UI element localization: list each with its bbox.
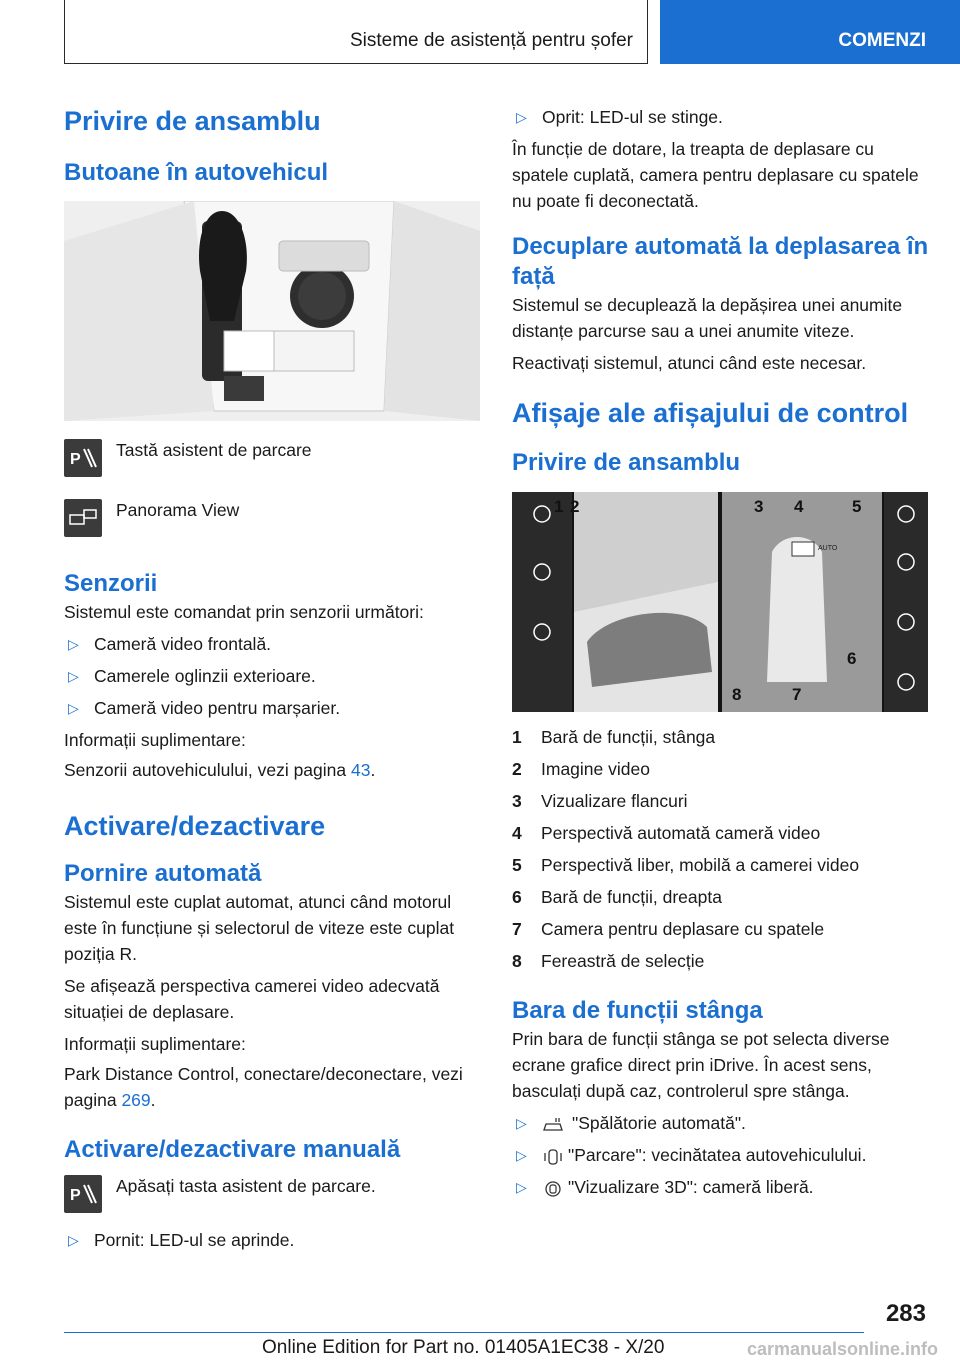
auto-badge: AUTO bbox=[818, 545, 838, 552]
list-item: ▷ "Parcare": vecinătatea autovehiculului. bbox=[516, 1145, 867, 1165]
panorama-view-icon bbox=[64, 499, 102, 537]
svg-text:P: P bbox=[70, 451, 81, 468]
auto-start-text: Sistemul este cuplat automat, atunci când motorul este în funcțiune și selectorul de viteze este cuplat poziția R. bbox=[64, 892, 455, 964]
sensors-reference: Senzorii autovehiculului, vezi pagina 43. bbox=[64, 760, 376, 780]
console-photo bbox=[64, 201, 480, 421]
callout-3: 3 bbox=[754, 497, 764, 516]
list-item: ▷ Oprit: LED-ul se stinge. bbox=[516, 107, 723, 127]
callout-2: 2 bbox=[570, 497, 580, 516]
reverse-text: În funcție de dotare, la treapta de deplasare cu spatele cuplată, camera pentru deplasare cu spatele nu poate fi deconectată. bbox=[512, 139, 919, 211]
page-link[interactable]: 269 bbox=[121, 1090, 151, 1110]
icon-item bbox=[64, 1175, 482, 1219]
heading-left-bar: Bara de funcții stânga bbox=[512, 997, 763, 1024]
legend-row: 5 Perspectivă liber, mobilă a camerei video bbox=[512, 855, 860, 875]
figure-legend bbox=[512, 724, 930, 980]
legend-row: 1 Bară de funcții, stânga bbox=[512, 727, 716, 747]
list-item: ▷ Pornit: LED-ul se aprinde. bbox=[68, 1230, 295, 1250]
chapter-tab-label: COMENZI bbox=[838, 30, 926, 51]
svg-text:P: P bbox=[70, 1187, 81, 1204]
heading-activation: Activare/dezactivare bbox=[64, 811, 326, 841]
list-item: ▷ Cameră video pentru marșarier. bbox=[68, 698, 341, 718]
list-item: ▷ "Vizualizare 3D": cameră liberă. bbox=[516, 1177, 814, 1197]
control-display-figure bbox=[512, 492, 928, 712]
more-info-label: Informații suplimentare: bbox=[64, 1034, 246, 1054]
reactivate-text: Reactivați sistemul, atunci când este necesar. bbox=[512, 353, 867, 373]
pdc-reference: Park Distance Control, conectare/deconectare, vezi pagina 269. bbox=[64, 1064, 463, 1110]
heading-auto-decouple: Decuplare automată la deplasarea în față bbox=[512, 233, 929, 290]
more-info-label: Informații suplimentare: bbox=[64, 730, 246, 750]
heading-sensors: Senzorii bbox=[64, 570, 158, 597]
chapter-tab[interactable] bbox=[660, 0, 960, 64]
legend-row: 8 Fereastră de selecție bbox=[512, 951, 705, 971]
page-link[interactable]: 43 bbox=[351, 760, 371, 780]
callout-1: 1 bbox=[554, 497, 564, 516]
icon-item-label: Tastă asistent de parcare bbox=[116, 440, 312, 460]
legend-row: 2 Imagine video bbox=[512, 759, 650, 779]
heading-overview: Privire de ansamblu bbox=[64, 106, 321, 136]
heading-manual: Activare/dezactivare manuală bbox=[64, 1136, 401, 1163]
callout-4: 4 bbox=[794, 497, 804, 516]
left-bar-text: Prin bara de funcții stânga se pot selecta diverse ecrane grafice direct prin iDrive. În acest sens, basculați după caz, controlerul spre stânga. bbox=[512, 1029, 890, 1101]
watermark: carmanualsonline.info bbox=[746, 1339, 938, 1359]
left-column bbox=[64, 104, 482, 1253]
sensors-intro: Sistemul este comandat prin senzorii următori: bbox=[64, 602, 424, 622]
heading-auto-start: Pornire automată bbox=[64, 860, 262, 887]
callout-8: 8 bbox=[732, 685, 742, 704]
page-number: 283 bbox=[885, 1300, 926, 1327]
auto-start-text-2: Se afișează perspectiva camerei video adecvată situației de deplasare. bbox=[64, 976, 440, 1022]
car-wash-icon bbox=[542, 1115, 564, 1133]
header-section-box bbox=[64, 0, 648, 64]
legend-row: 6 Bară de funcții, dreapta bbox=[512, 887, 722, 907]
view-3d-icon bbox=[542, 1179, 564, 1197]
footer-divider bbox=[64, 1332, 864, 1333]
list-item: ▷ "Spălătorie automată". bbox=[516, 1113, 746, 1133]
parking-assistant-icon bbox=[64, 439, 102, 477]
heading-buttons: Butoane în autovehicul bbox=[64, 159, 329, 186]
decouple-text: Sistemul se decuplează la depășirea unei anumite distanțe parcurse sau a unei anumite viteze. bbox=[512, 295, 903, 341]
icon-item-label: Panorama View bbox=[116, 500, 240, 520]
parking-icon bbox=[542, 1147, 564, 1165]
callout-7: 7 bbox=[792, 685, 802, 704]
section-title: Sisteme de asistență pentru șofer bbox=[349, 30, 633, 51]
legend-row: 3 Vizualizare flancuri bbox=[512, 791, 688, 811]
parking-assistant-icon bbox=[64, 1175, 102, 1213]
legend-row: 4 Perspectivă automată cameră video bbox=[512, 823, 821, 843]
list-item: ▷ Camerele oglinzii exterioare. bbox=[68, 666, 316, 686]
callout-6: 6 bbox=[847, 649, 857, 668]
heading-overview: Privire de ansamblu bbox=[512, 449, 741, 476]
list-item: ▷ Cameră video frontală. bbox=[68, 634, 272, 654]
callout-5: 5 bbox=[852, 497, 862, 516]
edition-text: Online Edition for Part no. 01405A1EC38 - X/20 bbox=[262, 1337, 665, 1358]
icon-item bbox=[64, 499, 482, 543]
right-column bbox=[512, 104, 930, 1200]
legend-row: 7 Camera pentru deplasare cu spatele bbox=[512, 919, 825, 939]
heading-displays: Afișaje ale afișajului de control bbox=[512, 398, 909, 428]
icon-item bbox=[64, 439, 482, 483]
manual-text: Apăsați tasta asistent de parcare. bbox=[116, 1176, 376, 1196]
